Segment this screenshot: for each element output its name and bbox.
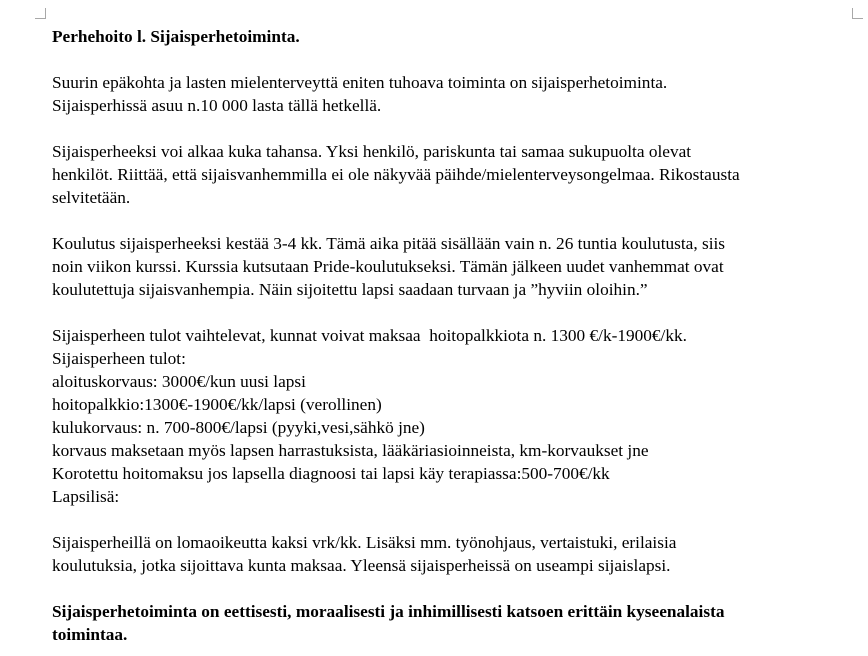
text-line: hoitopalkkio:1300€-1900€/kk/lapsi (verollinen): [52, 395, 382, 414]
text-line: toimintaa.: [52, 625, 128, 644]
text-line: noin viikon kurssi. Kurssia kutsutaan Pride-koulutukseksi. Tämän jälkeen uudet vanhemmat ovat: [52, 257, 724, 276]
text-line: Suurin epäkohta ja lasten mielenterveyttä eniten tuhoava toiminta on sijaisperhetoiminta.: [52, 73, 668, 92]
paragraph-income: [52, 324, 852, 508]
paragraph-spacer: [52, 508, 852, 531]
text-line: kulukorvaus: n. 700-800€/lapsi (pyyki,vesi,sähkö jne): [52, 418, 425, 437]
document-page[interactable]: [52, 25, 852, 646]
text-line: Sijaisperhetoiminta on eettisesti, moraalisesti ja inhimillisesti katsoen erittäin kyseenalaista: [52, 602, 725, 621]
paragraph-spacer: [52, 301, 852, 324]
paragraph-spacer: [52, 209, 852, 232]
text-line: Korotettu hoitomaksu jos lapsella diagnoosi tai lapsi käy terapiassa:500-700€/kk: [52, 464, 610, 483]
text-line: henkilöt. Riittää, että sijaisvanhemmilla ei ole näkyvää päihde/mielenterveysongelmaa. Rikostausta: [52, 165, 740, 184]
text-line: Sijaisperheeksi voi alkaa kuka tahansa. Yksi henkilö, pariskunta tai samaa sukupuolta olevat: [52, 142, 692, 161]
paragraph-training: [52, 232, 852, 301]
text-line: Sijaisperheen tulot vaihtelevat, kunnat voivat maksaa hoitopalkkiota n. 1300 €/k-1900€/kk.: [52, 326, 687, 345]
text-line: koulutettuja sijaisvanhempia. Näin sijoitettu lapsi saadaan turvaan ja ”hyviin oloihin.”: [52, 280, 648, 299]
paragraph-intro: [52, 71, 852, 117]
text-line: koulutuksia, jotka sijoittava kunta maksaa. Yleensä sijaisperheissä on useampi sijaislapsi.: [52, 556, 671, 575]
text-line: korvaus maksetaan myös lapsen harrastuksista, lääkäriasioinneista, km-korvaukset jne: [52, 441, 649, 460]
page-corner-mark-left: [35, 8, 46, 19]
text-line: selvitetään.: [52, 188, 131, 207]
text-line: Lapsilisä:: [52, 487, 120, 506]
paragraph-conclusion: [52, 600, 852, 646]
paragraph-spacer: [52, 48, 852, 71]
paragraph-who-can-become: [52, 140, 852, 209]
paragraph-spacer: [52, 577, 852, 600]
document-title: Perhehoito l. Sijaisperhetoiminta.: [52, 27, 300, 46]
paragraph-benefits: [52, 531, 852, 577]
text-line: Koulutus sijaisperheeksi kestää 3-4 kk. Tämä aika pitää sisällään vain n. 26 tuntia koulutusta, siis: [52, 234, 726, 253]
text-line: aloituskorvaus: 3000€/kun uusi lapsi: [52, 372, 306, 391]
text-line: Sijaisperhissä asuu n.10 000 lasta tällä hetkellä.: [52, 96, 382, 115]
page-corner-mark-right: [852, 8, 863, 19]
text-line: Sijaisperheillä on lomaoikeutta kaksi vrk/kk. Lisäksi mm. työnohjaus, vertaistuki, erilaisia: [52, 533, 677, 552]
text-line: Sijaisperheen tulot:: [52, 349, 186, 368]
paragraph-spacer: [52, 117, 852, 140]
